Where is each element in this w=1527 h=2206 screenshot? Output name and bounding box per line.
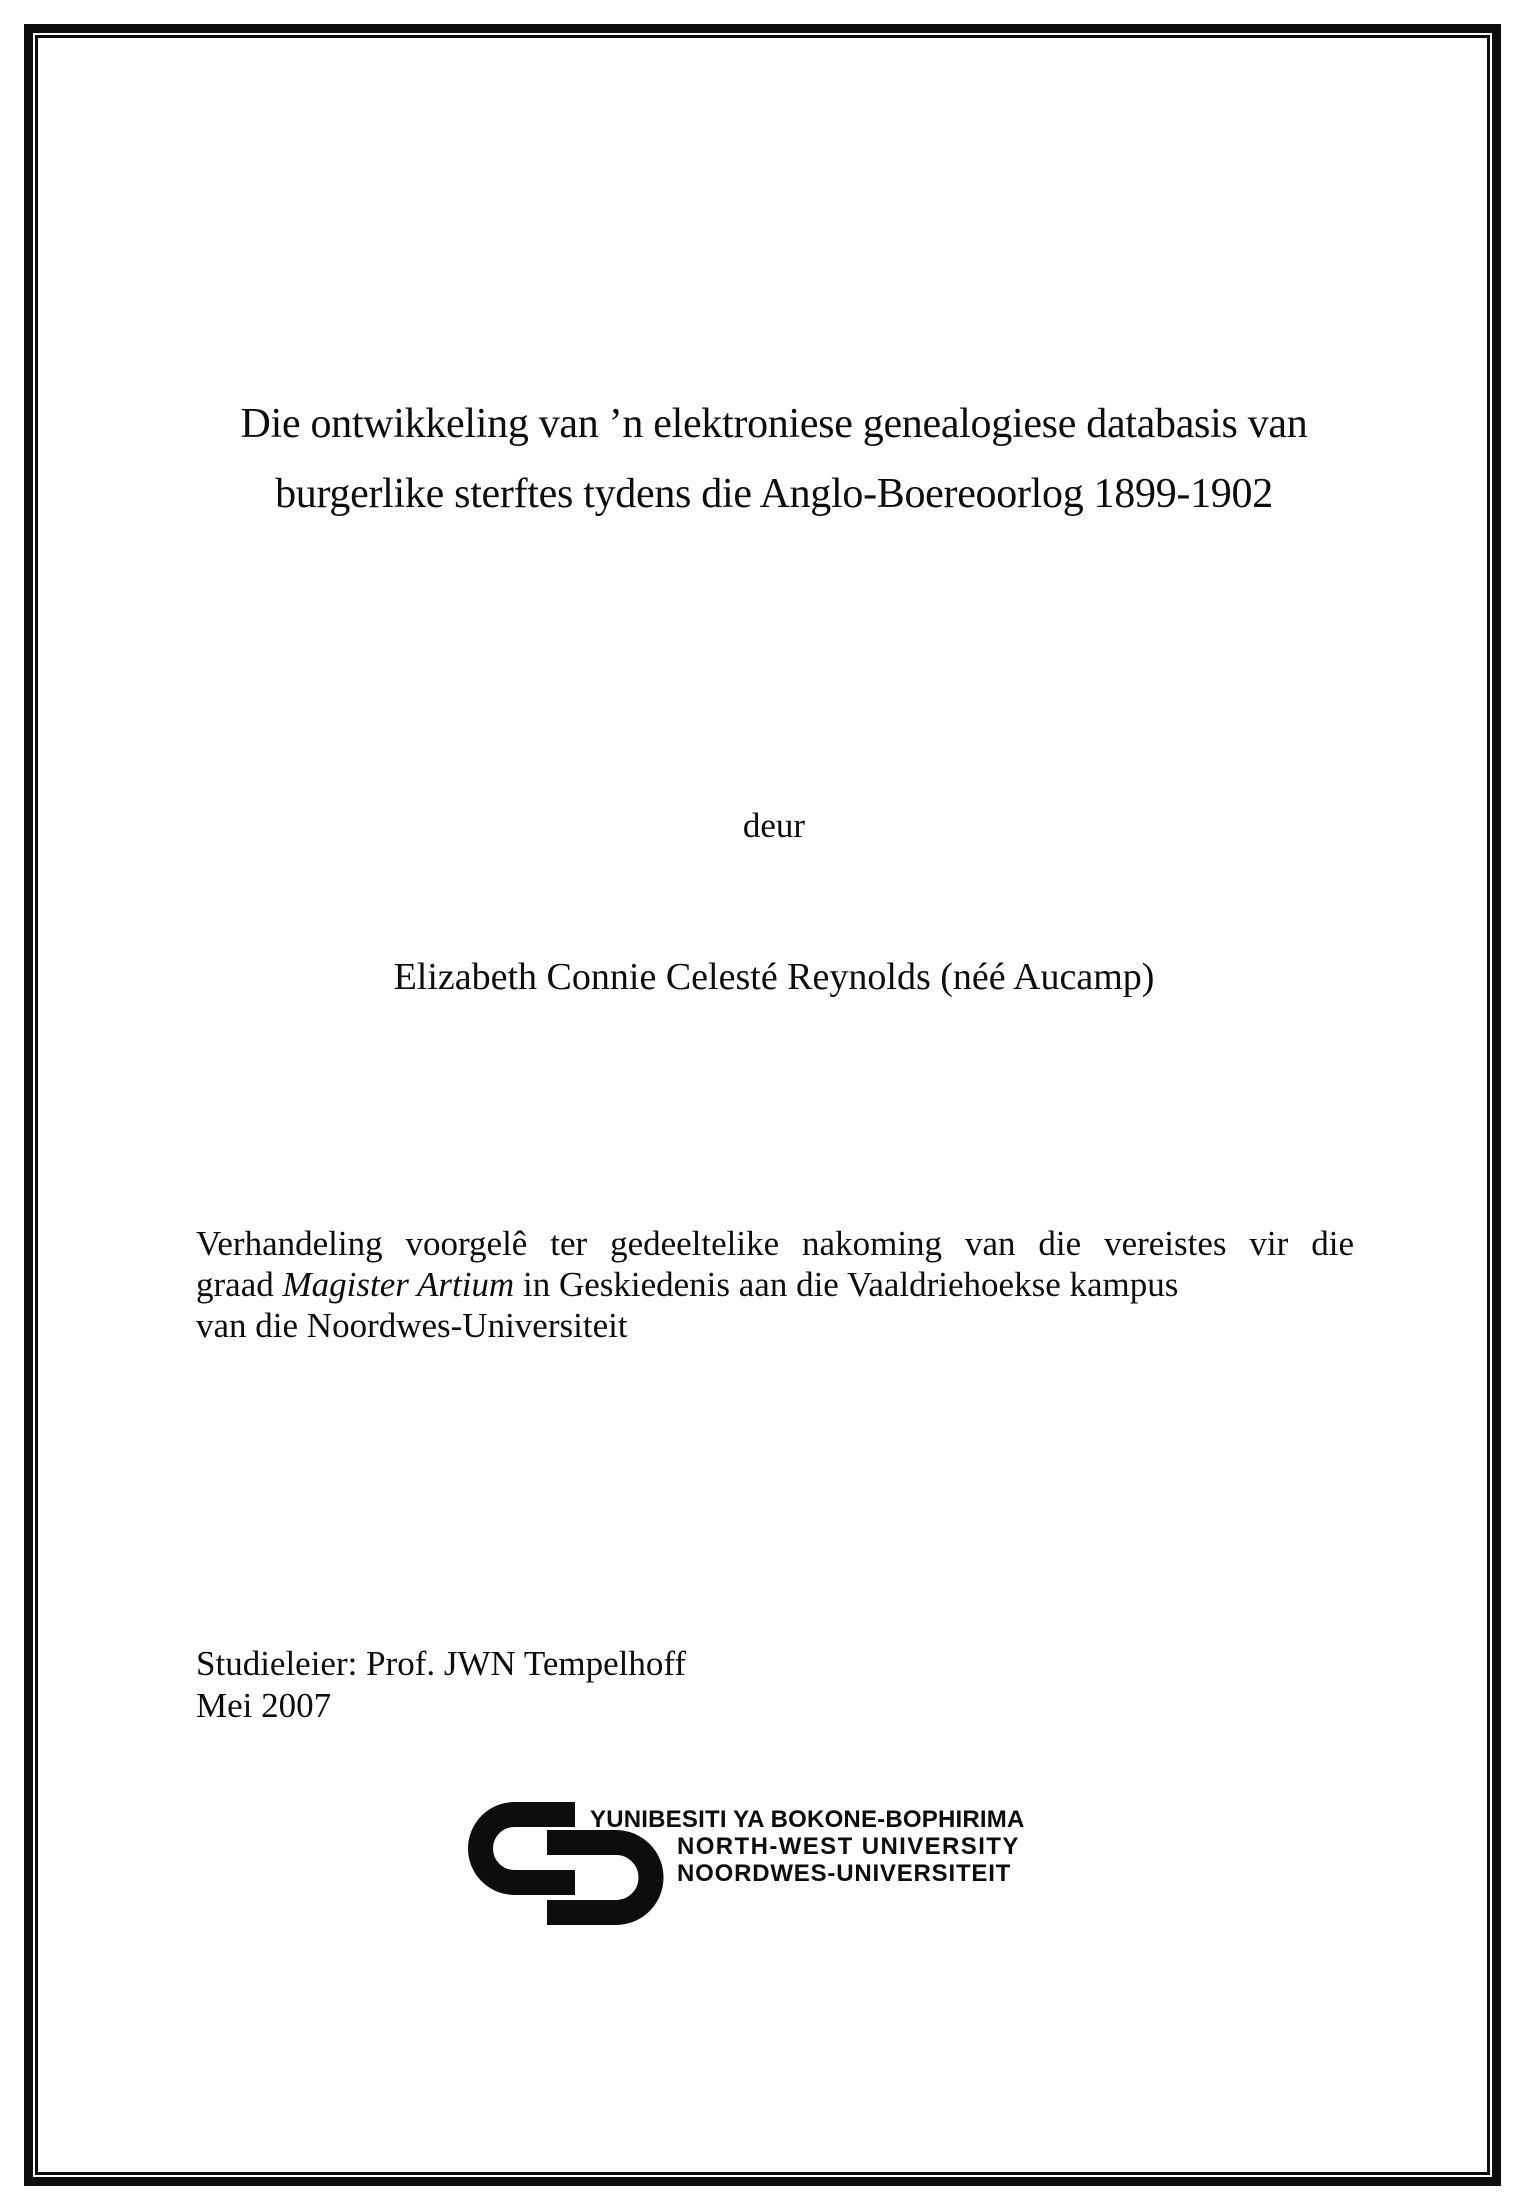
logo-text-setswana: YUNIBESITI YA BOKONE-BOPHIRIMA (590, 1806, 1025, 1833)
university-logo (468, 1800, 1108, 1940)
submission-line2-prefix: graad (196, 1265, 283, 1304)
submission-line2-degree-italic: Magister Artium (282, 1265, 515, 1304)
supervisor-line: Studieleier: Prof. JWN Tempelhoff (196, 1644, 687, 1683)
logo-text-english: NORTH-WEST UNIVERSITY (677, 1833, 1020, 1860)
author-name: Elizabeth Connie Celesté Reynolds (néé Aucamp) (393, 956, 1155, 998)
submission-line2-suffix: in Geskiedenis aan die Vaaldriehoekse kampus (514, 1265, 1179, 1304)
submission-line2 (196, 1264, 1354, 1305)
logo-text-afrikaans: NOORDWES-UNIVERSITEIT (677, 1860, 1012, 1887)
thesis-title-line1: Die ontwikkeling van ’n elektroniese genealogiese databasis van (240, 401, 1308, 447)
thesis-title-line2: burgerlike sterftes tydens die Anglo-Boereoorlog 1899-1902 (275, 471, 1273, 517)
supervisor-block (196, 1643, 686, 1727)
submission-statement (196, 1223, 1354, 1346)
submission-line1: Verhandeling voorgelê ter gedeeltelike nakoming van die vereistes vir die (196, 1224, 1354, 1263)
byline-deur: deur (742, 806, 806, 845)
submission-line3: van die Noordwes-Universiteit (196, 1306, 628, 1345)
date-line: Mei 2007 (196, 1686, 332, 1725)
